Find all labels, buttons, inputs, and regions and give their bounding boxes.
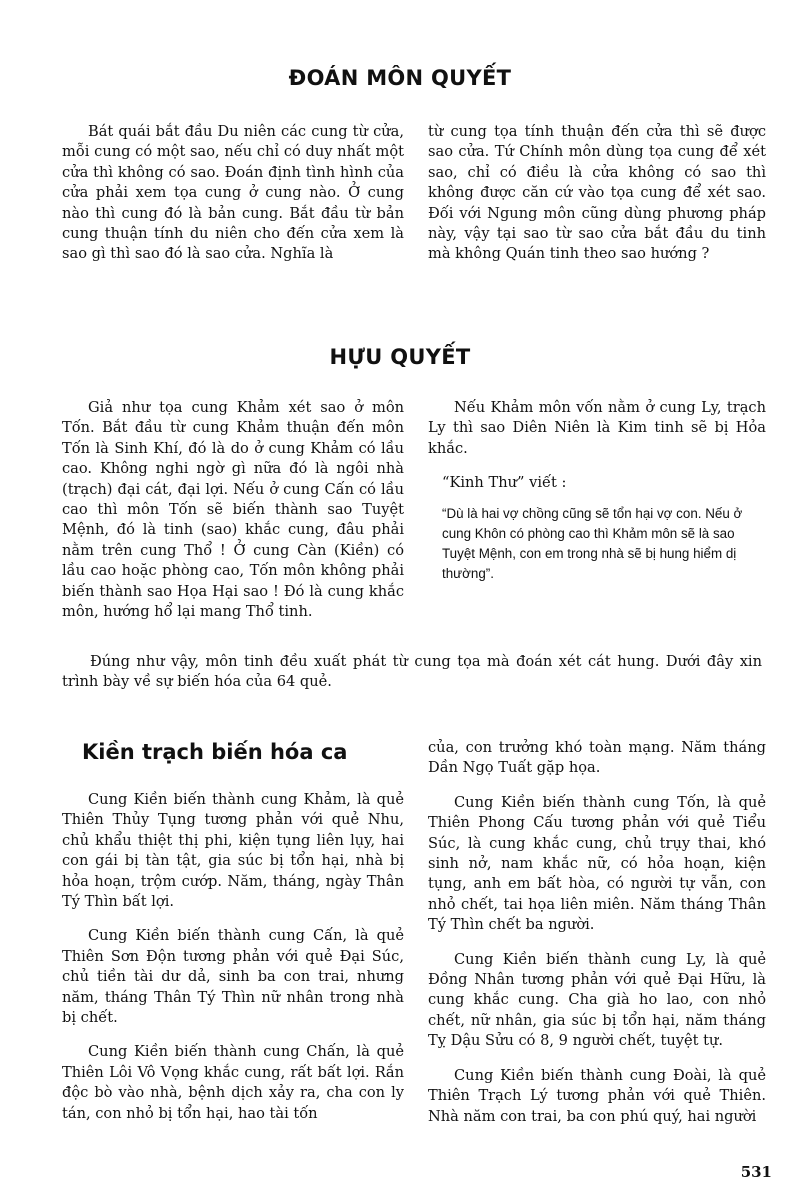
section2-right-paragraph: Nếu Khảm môn vốn nằm ở cung Ly, trạch Ly thì sao Diên Niên là Kim tinh sẽ bị Hỏa khắc. [428,399,766,457]
section2-left-paragraph: Giả như tọa cung Khảm xét sao ở môn Tốn. Bắt đầu từ cung Khảm thuận đến môn Tốn là Sinh Khí, đó là do ở cung Khảm có lầu cao. Không nghi ngờ gì nữa đó là ngôi nhà (trạch) đại cát, đại lợi. Nếu ở cung Cấn có lầu cao thì môn Tốn sẽ biến thành sao Tuyệt Mệnh, đó là tinh (sao) khắc cung, đâu phải nằm trên cung Thổ ! Ở cung Càn (Kiền) có lầu cao hoặc phòng cao, Tốn môn không phải biến thành sao Họa Hại sao ! Đó là cung khắc môn, hướng hổ lại mang Thổ tinh. [62,399,404,621]
section1-right-paragraph: từ cung tọa tính thuận đến cửa thì sẽ được sao cửa. Tứ Chính môn dùng tọa cung để xét sao, chỉ có điều là cửa không có sao thì không được căn cứ vào tọa cung để xét sao. Đối với Ngung môn cũng dùng phương pháp này, vậy tại sao từ sao cửa bắt đầu du tinh mà không Quán tinh theo sao hướng ? [428,123,766,263]
page-number: 531 [740,1163,772,1181]
section1-right-column [428,122,766,279]
section3-left-paragraph-3: Cung Kiền biến thành cung Chấn, là quẻ Thiên Lôi Vô Vọng khắc cung, rất bất lợi. Rắn độc bò vào nhà, bệnh dịch xảy ra, cha con ly tán, con nhỏ bị tổn hại, hao tài tốn [62,1043,404,1122]
section2-left-column [62,398,404,636]
kinh-thu-quote: “Dù là hai vợ chồng cũng sẽ tổn hại vợ con. Nếu ở cung Khôn có phòng cao thì Khảm môn sẽ là sao Tuyệt Mệnh, con em trong nhà sẽ bị hung hiểm dị thường”. [442,505,743,581]
section3-right-paragraph-3: Cung Kiền biến thành cung Đoài, là quẻ Thiên Trạch Lý tương phản với quẻ Thiên. Nhà năm con trai, ba con phú quý, hai người [428,1066,766,1125]
quote-intro: “Kinh Thư” viết : [442,474,567,492]
section-title-doan-mon-quyet: ĐOÁN MÔN QUYẾT [288,66,512,90]
section3-right-column [428,738,766,1141]
section2-right-column [428,398,766,584]
section3-right-continuation: của, con trưởng khó toàn mạng. Năm tháng Dần Ngọ Tuất gặp họa. [428,739,766,777]
section3-left-paragraph-1: Cung Kiền biến thành cung Khảm, là quẻ Thiên Thủy Tụng tương phản với quẻ Nhu, chủ khẩu thiệt thị phi, kiện tụng liên lụy, hai con gái bị tàn tật, gia súc bị tổn hại, nhà bị hỏa hoạn, trộm cướp. Năm, tháng, ngày Thân Tý Thìn bất lợi. [62,791,404,911]
section-title-kien-trach: Kiền trạch biến hóa ca [82,740,348,764]
section3-right-paragraph-2: Cung Kiền biến thành cung Ly, là quẻ Đồng Nhân tương phản với quẻ Đại Hữu, là cung khắc cung. Cha già ho lao, con nhỏ chết, nữ nhân, gia súc bị tổn hại, năm tháng Tỵ Dậu Sửu có 8, 9 người chết, tuyệt tự. [428,950,766,1050]
section2-closing-paragraph: Đúng như vậy, môn tinh đều xuất phát từ cung tọa mà đoán xét cát hung. Dưới đây xin trình bày về sự biến hóa của 64 quẻ. [62,653,762,691]
section1-left-paragraph: Bát quái bắt đầu Du niên các cung từ cửa, mỗi cung có một sao, nếu chỉ có duy nhất một cửa thì không có sao. Đoán định tình hình của cửa phải xem tọa cung ở cung nào. Ở cung nào thì cung đó là bản cung. Bắt đầu từ bản cung thuận tính du niên cho đến cửa xem là sao gì thì sao đó là sao cửa. Nghĩa là [62,123,404,263]
section3-left-column [62,790,404,1138]
section3-right-paragraph-1: Cung Kiền biến thành cung Tốn, là quẻ Thiên Phong Cấu tương phản với quẻ Tiểu Súc, là cung khắc cung, chủ trụy thai, khó sinh nở, nam khắc nữ, có hỏa hoạn, kiện tụng, anh em bất hòa, có người tự vẫn, con nhỏ chết, tai họa liên miên. Năm tháng Thân Tý Thìn chết ba người. [428,793,766,934]
section-title-huu-quyet: HỰU QUYẾT [329,345,471,369]
section1-left-column [62,122,404,279]
section3-left-paragraph-2: Cung Kiền biến thành cung Cấn, là quẻ Thiên Sơn Độn tương phản với quẻ Đại Súc, chủ tiền tài dư dả, sinh ba con trai, nhưng năm, tháng Thân Tý Thìn nữ nhân trong nhà bị chết. [62,927,404,1027]
